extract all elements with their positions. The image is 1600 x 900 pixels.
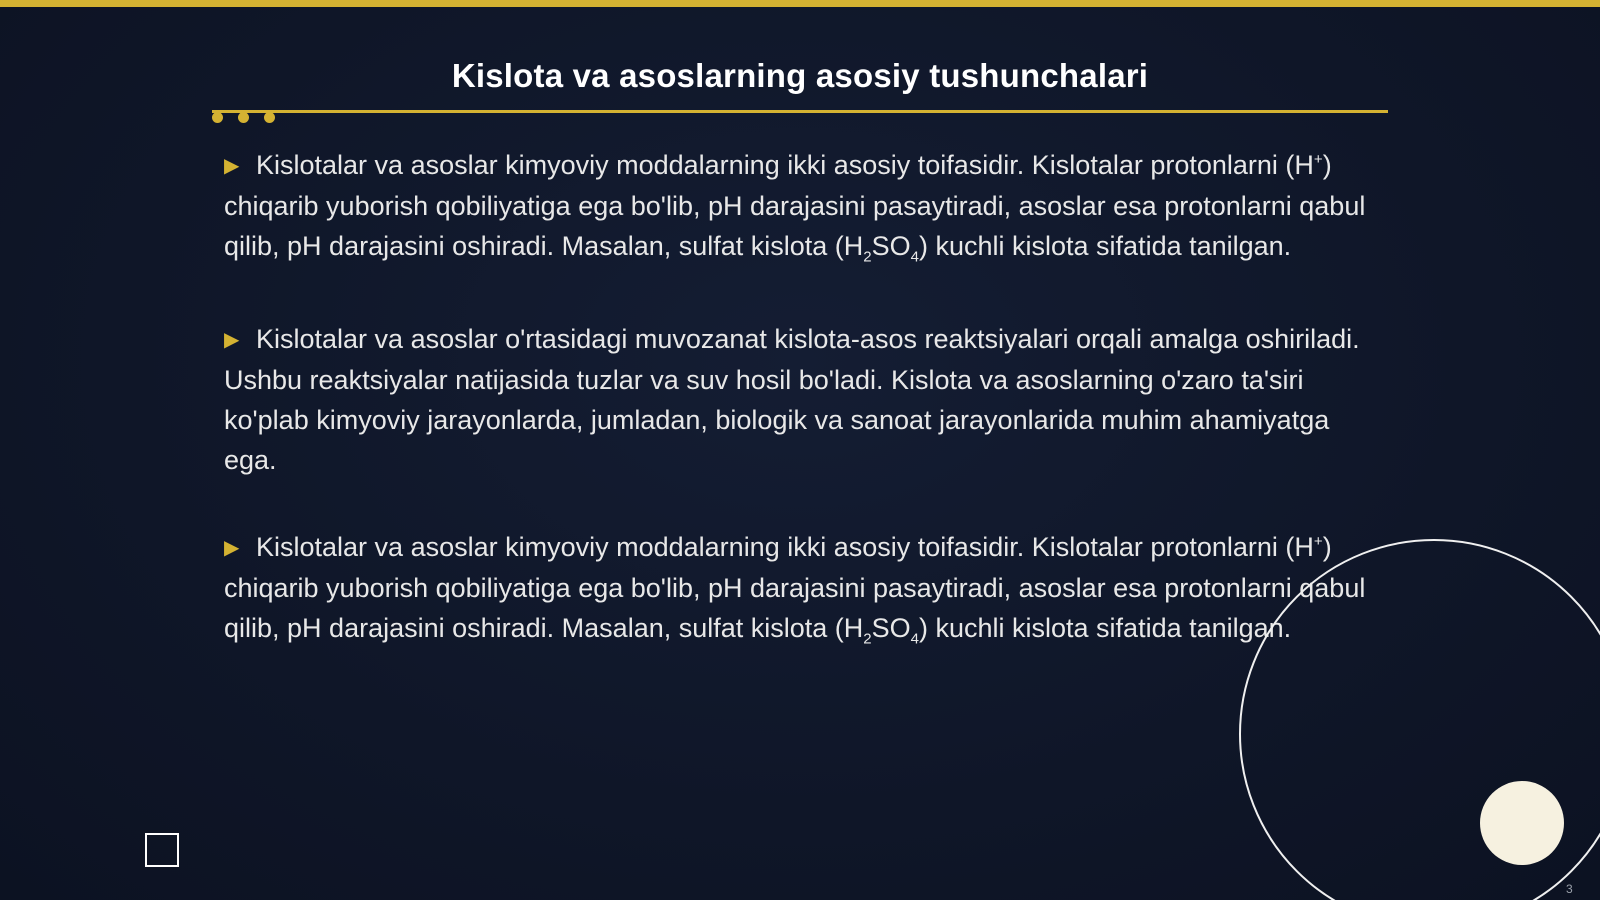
paragraph-text: ) chiqarib yuborish qobiliyatiga ega bo'lib, pH darajasini pasaytiradi, asoslar esa protonlarni qabul qilib, pH darajasini oshiradi. Masalan, sulfat kislota (H: [224, 532, 1366, 644]
superscript: +: [1313, 151, 1323, 168]
subscript: 2: [863, 630, 872, 648]
bullet-paragraph-2: [224, 319, 1374, 480]
paragraph-text: ) kuchli kislota sifatida tanilgan.: [919, 231, 1292, 261]
bullet-paragraph-1: [224, 140, 1374, 277]
corner-square-decoration: [145, 833, 179, 867]
triangle-right-icon: ▶: [224, 537, 240, 560]
paragraph-text: ) kuchli kislota sifatida tanilgan.: [919, 613, 1292, 644]
bullet-list: [224, 140, 1374, 702]
superscript: +: [1313, 533, 1323, 551]
dot-icon: [212, 112, 223, 123]
paragraph-text: Kislotalar va asoslar o'rtasidagi muvozanat kislota-asos reaktsiyalari orqali amalga oshiriladi. Ushbu reaktsiyalar natijasida tuzlar va suv hosil bo'ladi. Kislota va asoslarning o'zaro ta'siri ko'plab kimyoviy jarayonlarda, jumladan, biologik va sanoat jarayonlarida muhim ahamiyatga ega.: [224, 324, 1360, 476]
slide-title: Kislota va asoslarning asosiy tushunchalari: [451, 57, 1149, 94]
dot-icon: [238, 112, 249, 123]
decorative-dots: [212, 112, 282, 126]
dot-icon: [264, 112, 275, 123]
page-number: 3: [1566, 882, 1573, 896]
triangle-right-icon: ▶: [224, 155, 240, 177]
triangle-right-icon: ▶: [224, 329, 240, 352]
paragraph-text: Kislotalar va asoslar kimyoviy moddalarning ikki asosiy toifasidir. Kislotalar protonlarni (H: [256, 150, 1314, 180]
subscript: 2: [863, 248, 872, 266]
subscript: 4: [910, 630, 919, 648]
paragraph-text: Kislotalar va asoslar kimyoviy moddalarning ikki asosiy toifasidir. Kislotalar protonlarni (H: [256, 532, 1314, 563]
bullet-paragraph-3: [224, 522, 1374, 659]
top-accent-bar: [0, 0, 1600, 7]
subscript: 4: [910, 248, 919, 266]
paragraph-text: ) chiqarib yuborish qobiliyatiga ega bo'lib, pH darajasini pasaytiradi, asoslar esa protonlarni qabul qilib, pH darajasini oshiradi. Masalan, sulfat kislota (H: [224, 150, 1366, 261]
paragraph-text: SO: [871, 231, 911, 261]
paragraph-text: SO: [871, 613, 911, 644]
filled-circle-decoration: [1480, 781, 1564, 865]
title-underline: [212, 110, 1388, 113]
